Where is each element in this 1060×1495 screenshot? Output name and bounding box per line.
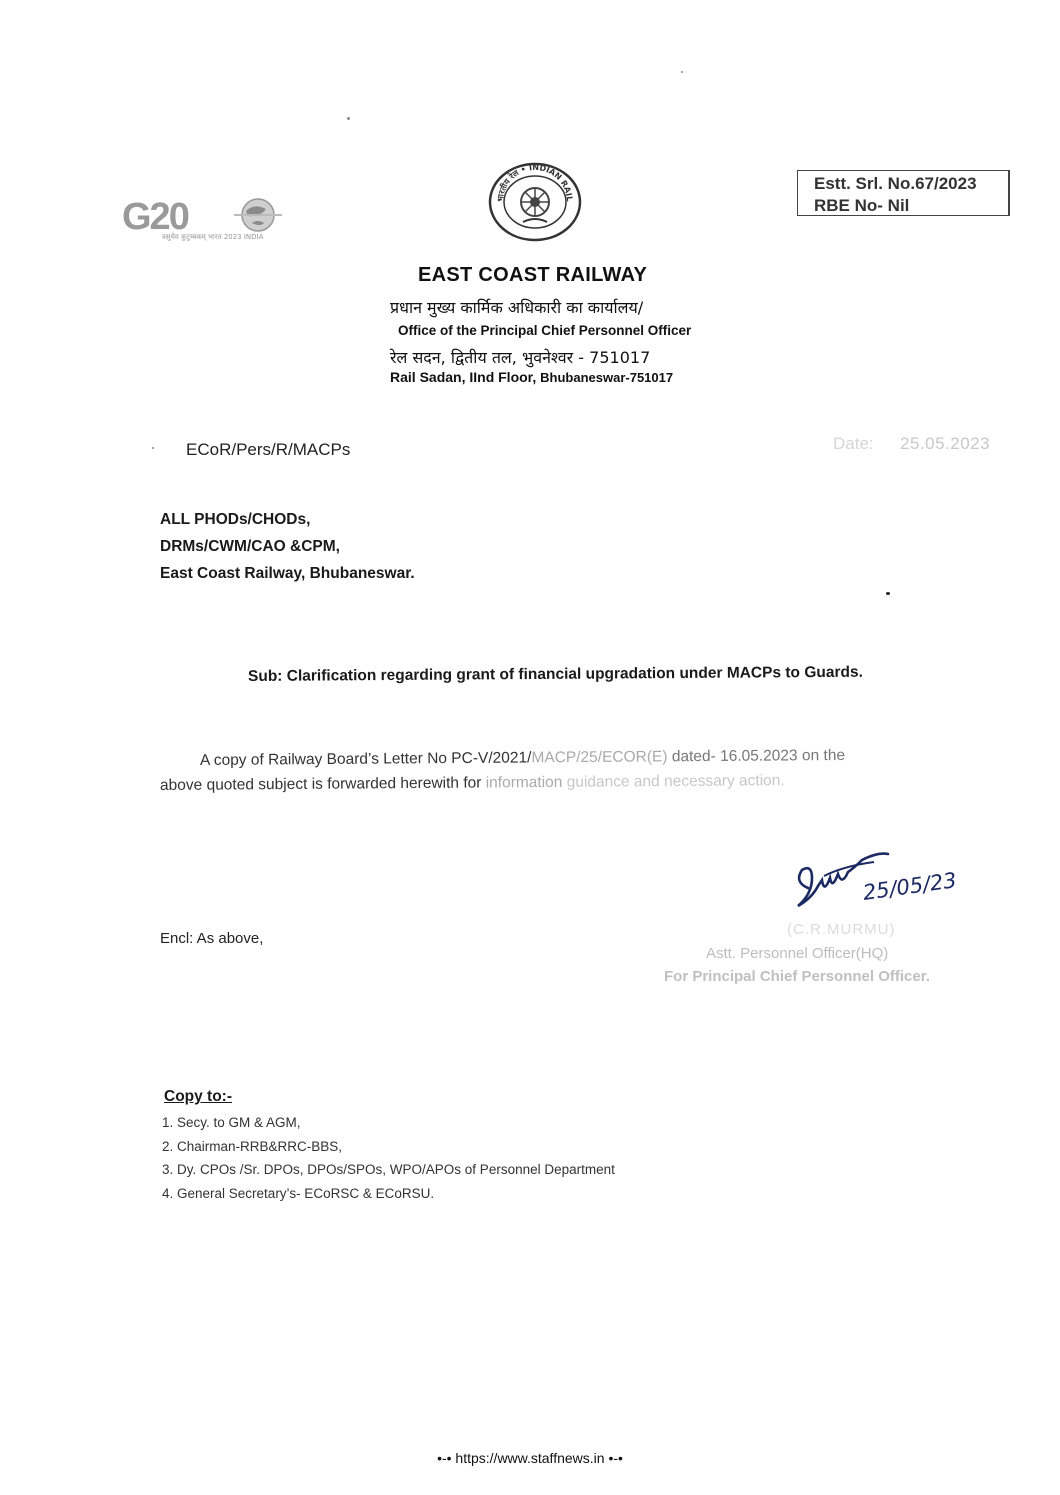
addressee-line-2: DRMs/CWM/CAO &CPM, xyxy=(160,538,340,555)
body-line-2 xyxy=(160,772,785,795)
copy-to-item xyxy=(162,1162,615,1177)
office-name-hindi: प्रधान मुख्य कार्मिक अधिकारी का कार्यालय/ xyxy=(390,298,644,317)
body-line-1-part-b: MACP/25/ECOR(E) xyxy=(531,748,668,767)
g20-wordmark: G20 xyxy=(122,196,188,238)
scan-speck xyxy=(681,71,683,73)
body-line-1-part-c: dated- 16.05.2023 on the xyxy=(667,746,846,766)
signature-date: 25/05/23 xyxy=(861,868,956,905)
body-line-1-part-a: A copy of Railway Board’s Letter No PC-V/2021/ xyxy=(199,749,532,769)
indian-railways-emblem xyxy=(485,162,585,242)
copy-to-item: 1. Secy. to GM & AGM, xyxy=(162,1115,301,1130)
date-label: Date: xyxy=(833,434,874,453)
body-line-2-part-a: above quoted subject is forwarded herewith for xyxy=(159,774,486,794)
scan-speck xyxy=(347,117,350,120)
copy-to-item-text: 3. Dy. CPOs /Sr. DPOs, DPOs/SPOs, WPO/APOs of Personnel Department xyxy=(162,1162,615,1177)
body-line-2-part-b: information xyxy=(485,773,563,792)
signatory-for-line: For Principal Chief Personnel Officer. xyxy=(664,968,930,985)
org-name: EAST COAST RAILWAY xyxy=(418,264,648,286)
body-line-1 xyxy=(200,747,845,770)
signatory-name: (C.R.MURMU) xyxy=(787,921,896,938)
address-english xyxy=(390,369,673,385)
footer-url[interactable]: •-• https://www.staffnews.in •-• xyxy=(437,1450,623,1466)
reference-box xyxy=(797,170,1010,216)
signature xyxy=(786,842,956,924)
g20-logo xyxy=(122,193,292,251)
body-line-2-part-c: guidance and necessary action. xyxy=(562,772,785,791)
addressee-line-3: East Coast Railway, Bhubaneswar. xyxy=(160,565,415,582)
emblem-ring-text: भारतीय रेल • INDIAN RAIL xyxy=(495,162,575,203)
file-number: ECoR/Pers/R/MACPs xyxy=(186,440,351,459)
subject-line: Sub: Clarification regarding grant of financial upgradation under MACPs to Guards. xyxy=(247,663,863,685)
scan-speck xyxy=(152,447,154,449)
address-english-street: Rail Sadan, IInd Floor, xyxy=(390,369,537,385)
office-name-english: Office of the Principal Chief Personnel Officer xyxy=(398,323,692,338)
address-hindi: रेल सदन, द्वितीय तल, भुवनेश्वर - 751017 xyxy=(390,348,651,367)
addressee-line-1: ALL PHODs/CHODs, xyxy=(160,511,311,528)
copy-to-item: 4. General Secretary’s- ECoRSC & ECoRSU. xyxy=(162,1186,435,1201)
date-value: 25.05.2023 xyxy=(900,434,991,453)
address-english-pin: Bhubaneswar-751017 xyxy=(540,370,674,385)
signatory-designation: Astt. Personnel Officer(HQ) xyxy=(706,945,889,962)
estt-serial-number: Estt. Srl. No.67/2023 xyxy=(814,174,977,193)
rbe-number: RBE No- Nil xyxy=(814,196,910,215)
copy-to-heading: Copy to:- xyxy=(164,1088,233,1105)
g20-tagline: वसुधैव कुटुम्बकम् भारत 2023 INDIA xyxy=(162,233,264,241)
copy-to-item: 2. Chairman-RRB&RRC-BBS, xyxy=(162,1139,343,1154)
enclosure-note: Encl: As above, xyxy=(160,930,264,947)
scan-speck xyxy=(886,592,890,595)
